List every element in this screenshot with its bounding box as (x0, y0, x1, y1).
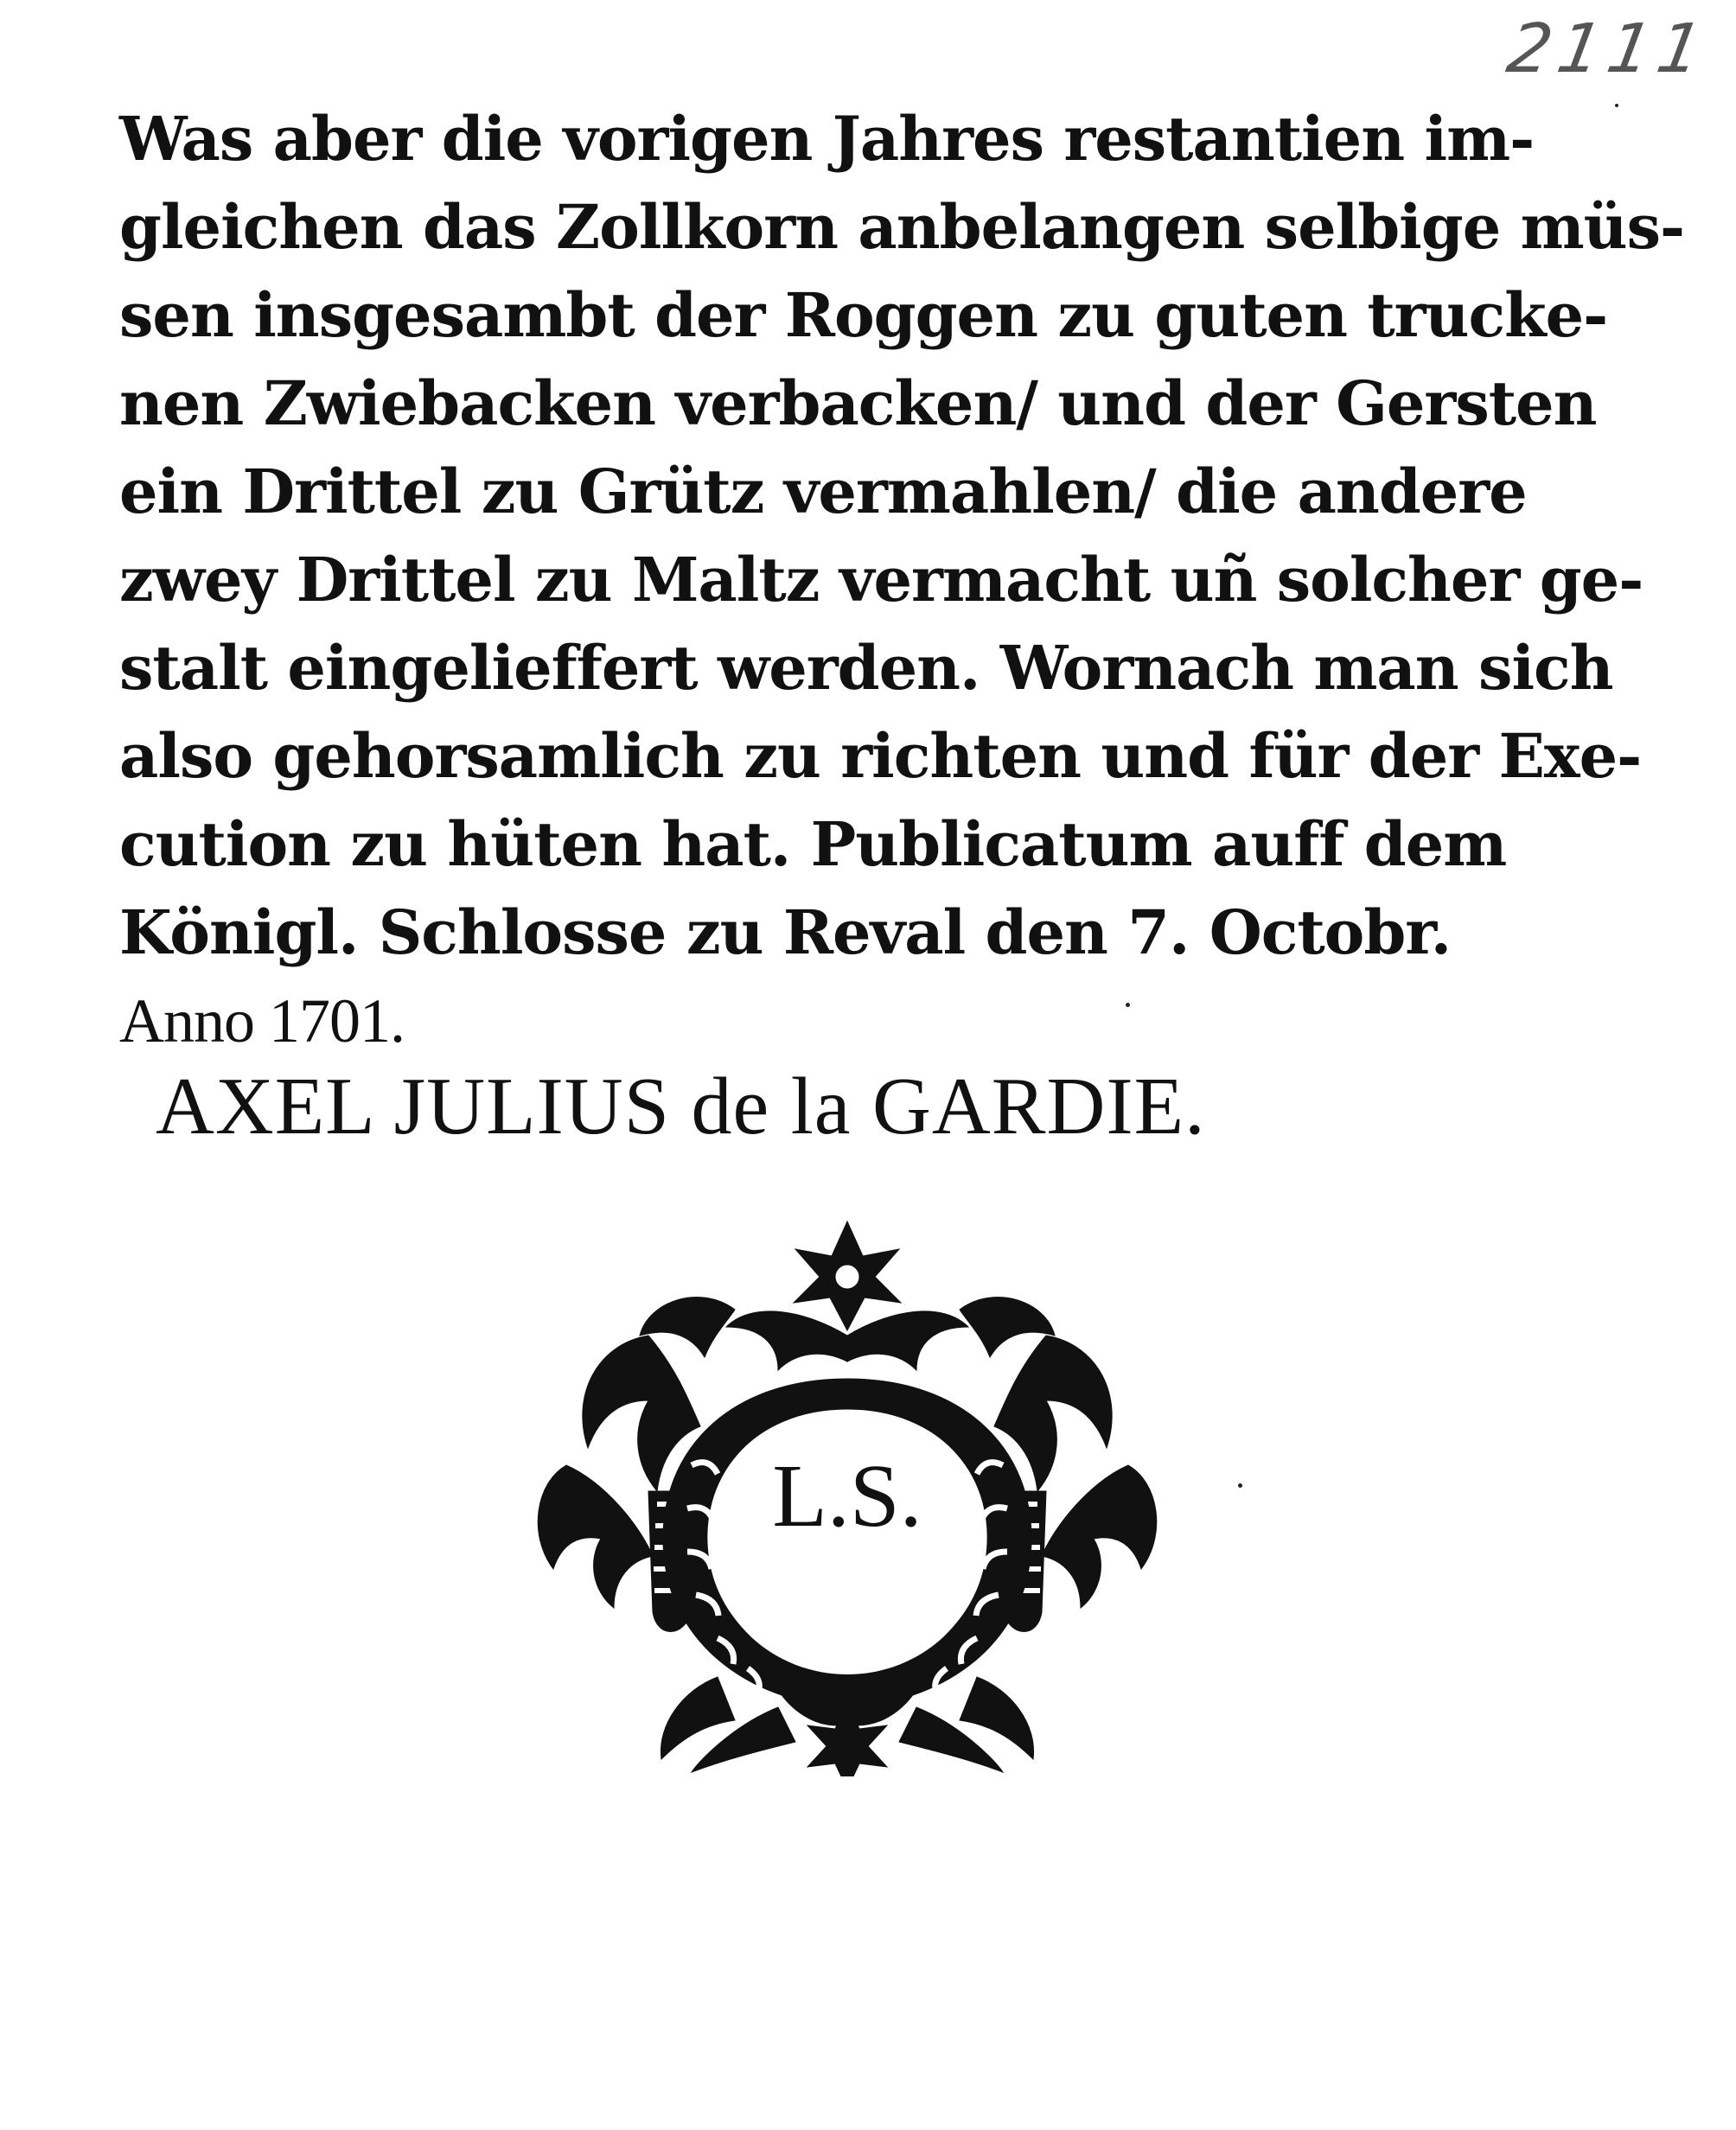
text-line: Was aber die vorigen Jahres restantien im- (119, 103, 1535, 175)
text-line: Königl. Schlosse zu Reval den 7. Octobr. (119, 896, 1452, 968)
text-line: also gehorsamlich zu richten und für der Exe- (119, 720, 1642, 792)
text-line: sen insgesambt der Roggen zu guten trucke- (119, 279, 1608, 351)
text-line: stalt eingelieffert werden. Wornach man sich (119, 632, 1613, 704)
seal-initials: L.S. (772, 1445, 922, 1546)
date-line: Anno 1701. (119, 986, 405, 1055)
text-line: nen Zwiebacken verbacken/ und der Gersten (119, 367, 1597, 439)
signature-line: AXEL JULIUS de la GARDIE. (156, 1062, 1206, 1151)
text-line: gleichen das Zollkorn anbelangen selbige müs- (119, 191, 1685, 263)
seal (519, 1206, 1176, 1776)
text-line: cution zu hüten hat. Publicatum auff dem (119, 808, 1507, 880)
handwritten-shelfmark: 2111 (1502, 10, 1715, 88)
ink-speck (1615, 104, 1618, 107)
text-line: zwey Drittel zu Maltz vermacht uñ solcher ge- (119, 544, 1643, 615)
ink-speck (1238, 1483, 1242, 1488)
proclamation-text (119, 95, 1685, 1065)
ink-speck (1126, 1003, 1130, 1007)
text-line: ein Drittel zu Grütz vermahlen/ die andere (119, 456, 1527, 527)
